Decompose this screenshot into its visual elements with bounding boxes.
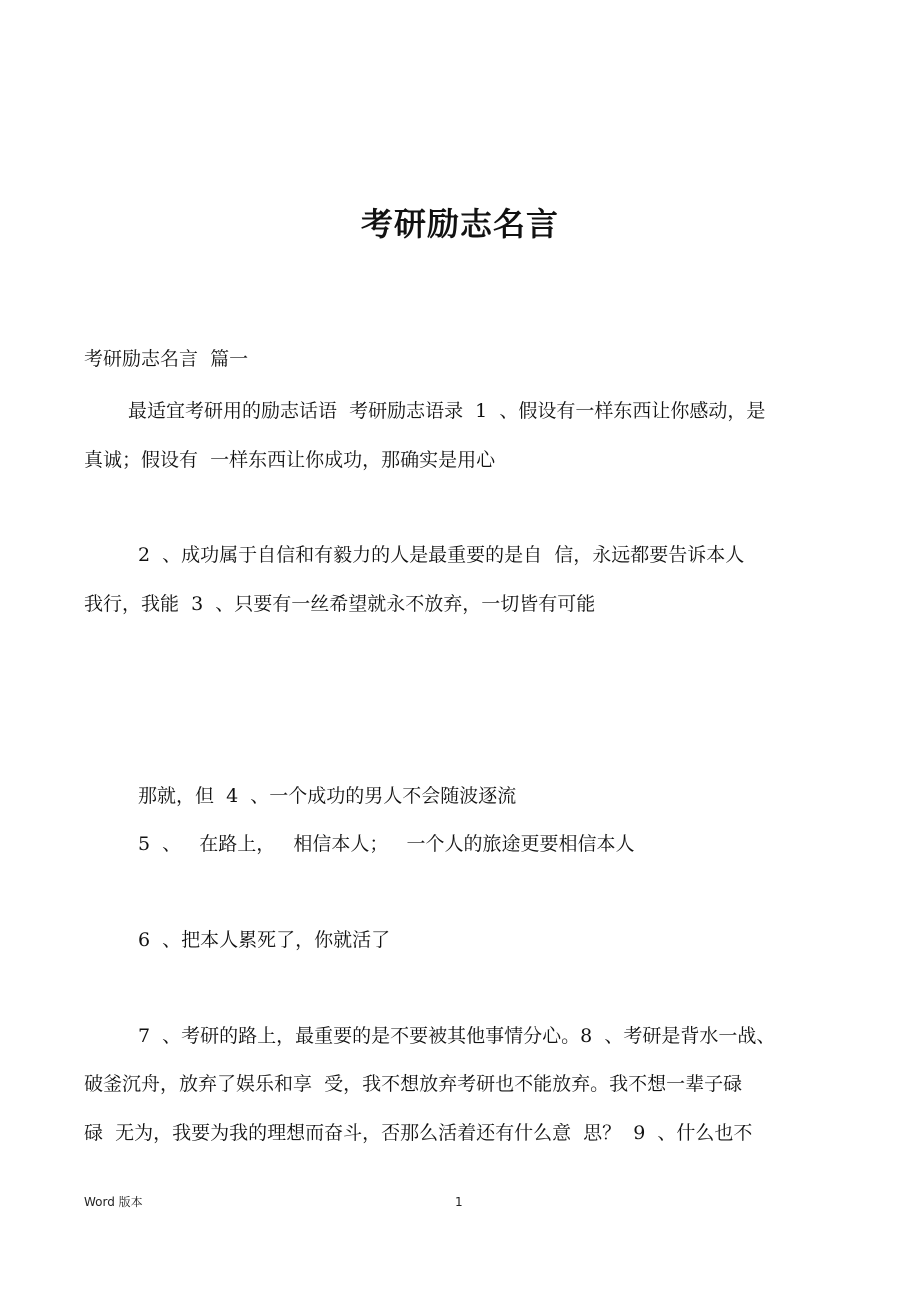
section-heading: 考研励志名言 篇一: [84, 348, 249, 370]
paragraph-line: 6 、把本人累死了，你就活了: [138, 929, 391, 951]
paragraph-line: 2 、成功属于自信和有毅力的人是最重要的是自 信，永远都要告诉本人: [138, 544, 745, 566]
document-title: 考研励志名言: [360, 205, 559, 243]
footer-version-label: Word 版本: [84, 1195, 143, 1209]
paragraph-line: 7 、考研的路上，最重要的是不要被其他事情分心。8 、考研是背水一战、: [138, 1025, 776, 1047]
paragraph-line: 5 、 在路上， 相信本人； 一个人的旅途更要相信本人: [138, 833, 635, 855]
paragraph-line: 碌 无为，我要为我的理想而奋斗，否那么活着还有什么意 思？ 9 、什么也不: [84, 1122, 753, 1144]
paragraph-line: 我行，我能 3 、只要有一丝希望就永不放弃，一切皆有可能: [84, 593, 596, 615]
paragraph-line: 那就，但 4 、一个成功的男人不会随波逐流: [138, 785, 517, 807]
paragraph-line: 真诚；假设有 一样东西让你成功，那确实是用心: [84, 449, 496, 471]
paragraph-line: 破釜沉舟，放弃了娱乐和享 受，我不想放弃考研也不能放弃。我不想一辈子碌: [84, 1073, 743, 1095]
paragraph-line: 最适宜考研用的励志话语 考研励志语录 1 、假设有一样东西让你感动，是: [128, 400, 766, 422]
footer-page-number: 1: [455, 1195, 463, 1209]
